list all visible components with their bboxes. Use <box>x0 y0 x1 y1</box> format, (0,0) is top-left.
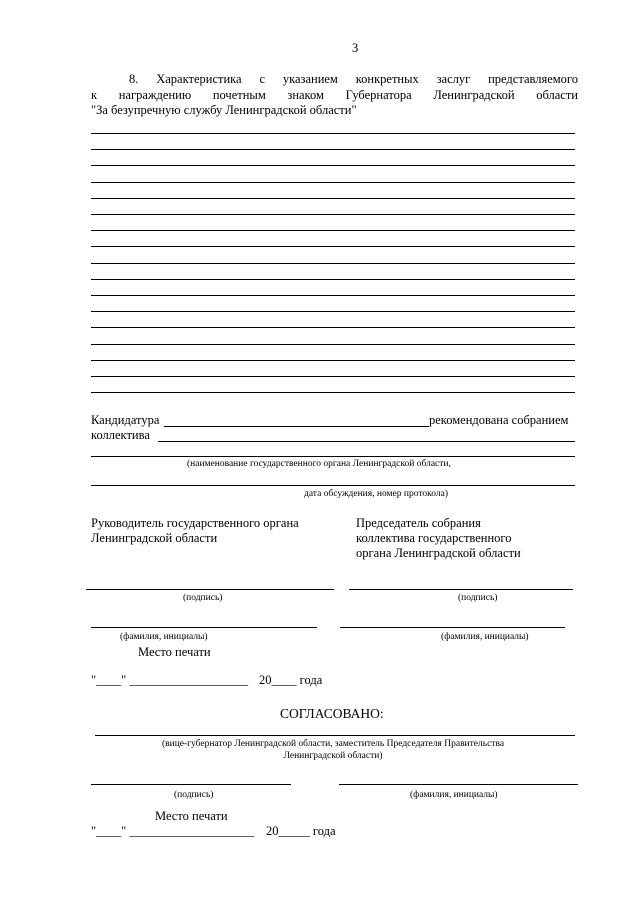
characteristic-line[interactable] <box>91 295 575 296</box>
collective-label: коллектива <box>91 428 150 442</box>
characteristic-line[interactable] <box>91 214 575 215</box>
characteristic-line[interactable] <box>91 360 575 361</box>
characteristic-line[interactable] <box>91 311 575 312</box>
chairman-title-line-1: Председатель собрания <box>356 516 481 530</box>
discussion-date-field[interactable] <box>91 485 575 486</box>
characteristic-line[interactable] <box>91 246 575 247</box>
chairman-title-line-2: коллектива государственного <box>356 531 512 545</box>
signature-date-year[interactable]: 20____ года <box>259 673 323 687</box>
signature-date-field[interactable]: "____" ___________________ <box>91 673 249 687</box>
chairman-name-field[interactable] <box>340 627 565 628</box>
candidacy-field[interactable] <box>164 426 429 427</box>
characteristic-line[interactable] <box>91 182 575 183</box>
chairman-name-note: (фамилия, инициалы) <box>441 632 529 642</box>
stamp-place-1: Место печати <box>138 645 211 659</box>
head-signature-field[interactable] <box>86 589 334 590</box>
characteristic-line[interactable] <box>91 133 575 134</box>
vice-governor-note-line-2: Ленинградской области) <box>283 751 383 761</box>
agreed-title: СОГЛАСОВАНО: <box>280 706 384 721</box>
head-title-line-1: Руководитель государственного органа <box>91 516 299 530</box>
agreed-date-field[interactable]: "____" ____________________ <box>91 824 255 838</box>
org-name-field[interactable] <box>91 456 575 457</box>
characteristic-line[interactable] <box>91 392 575 393</box>
vice-governor-field[interactable] <box>95 735 575 736</box>
chairman-signature-note: (подпись) <box>458 593 498 603</box>
agreed-name-field[interactable] <box>339 784 578 785</box>
characteristic-line[interactable] <box>91 279 575 280</box>
chairman-title-line-3: органа Ленинградской области <box>356 546 521 560</box>
characteristic-line[interactable] <box>91 198 575 199</box>
collective-field[interactable] <box>158 441 575 442</box>
head-signature-note: (подпись) <box>183 593 223 603</box>
head-title-line-2: Ленинградской области <box>91 531 218 545</box>
agreed-signature-field[interactable] <box>91 784 291 785</box>
stamp-place-2: Место печати <box>155 809 228 823</box>
recommended-text: рекомендована собранием <box>429 413 569 427</box>
candidacy-label: Кандидатура <box>91 413 160 427</box>
characteristic-line[interactable] <box>91 165 575 166</box>
characteristic-line[interactable] <box>91 376 575 377</box>
section-8-heading <box>91 72 578 119</box>
characteristic-line[interactable] <box>91 327 575 328</box>
characteristic-line[interactable] <box>91 149 575 150</box>
org-name-note: (наименование государственного органа Ленинградской области, <box>187 459 451 469</box>
vice-governor-note-line-1: (вице-губернатор Ленинградской области, заместитель Председателя Правительства <box>161 739 505 749</box>
agreed-name-note: (фамилия, инициалы) <box>410 790 498 800</box>
chairman-signature-field[interactable] <box>349 589 573 590</box>
characteristic-line[interactable] <box>91 230 575 231</box>
characteristic-line[interactable] <box>91 263 575 264</box>
agreed-signature-note: (подпись) <box>174 790 214 800</box>
discussion-date-note: дата обсуждения, номер протокола) <box>304 489 448 499</box>
section-8-line-3: "За безупречную службу Ленинградской области" <box>91 103 357 117</box>
agreed-date-year[interactable]: 20_____ года <box>266 824 336 838</box>
head-name-note: (фамилия, инициалы) <box>120 632 208 642</box>
page-number: 3 <box>352 41 359 55</box>
head-name-field[interactable] <box>91 627 317 628</box>
characteristic-line[interactable] <box>91 344 575 345</box>
section-8-line-1: 8. Характеристика с указанием конкретных заслуг представляемого <box>129 72 578 86</box>
section-8-line-2: к награждению почетным знаком Губернатора Ленинградской области <box>91 87 578 102</box>
